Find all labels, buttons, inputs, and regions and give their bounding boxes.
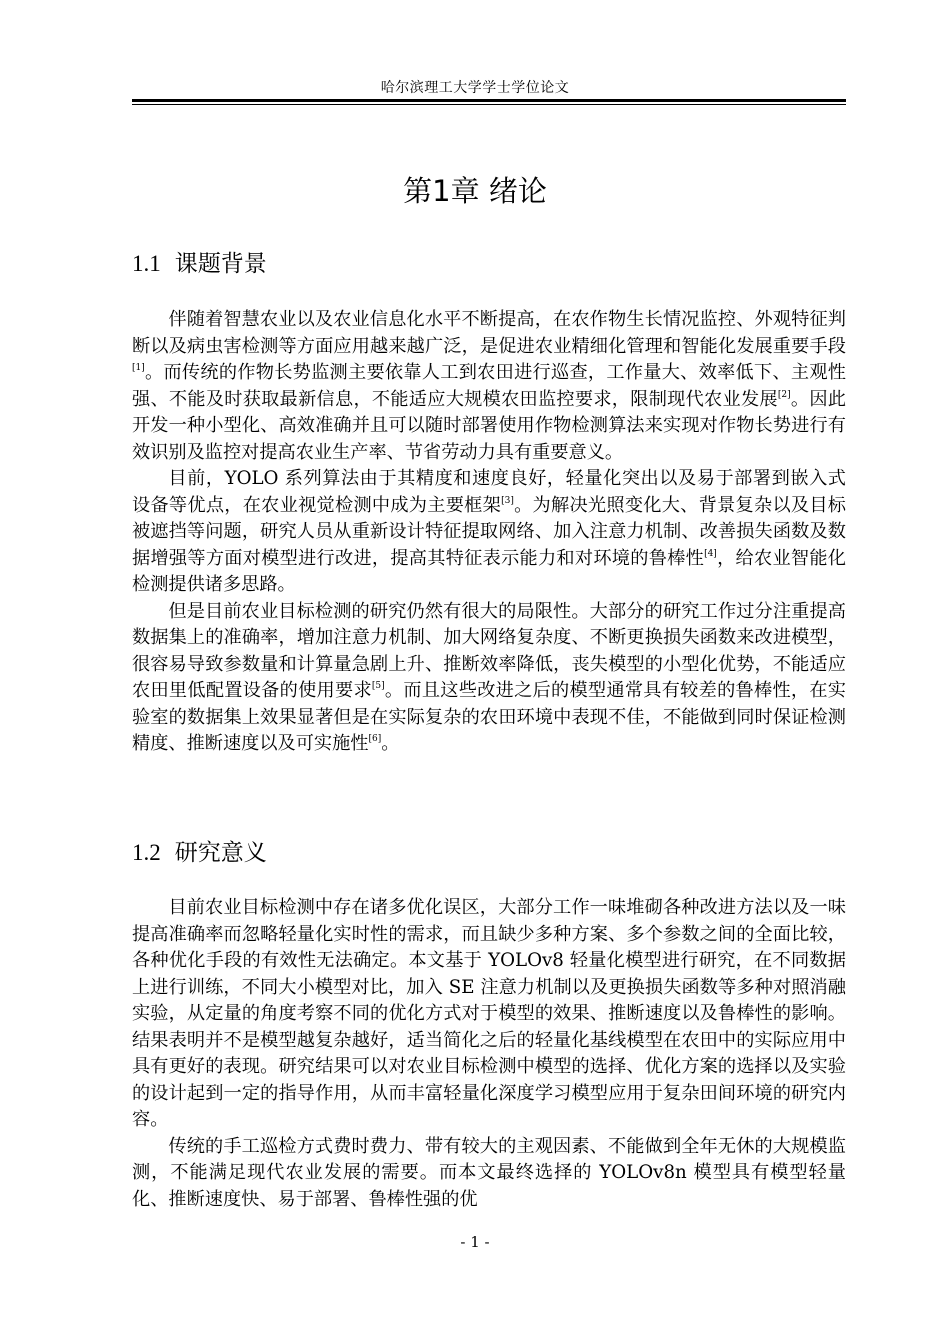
body-paragraph [132,1134,846,1214]
section-number: 1.1 [132,251,161,276]
section-number: 1.2 [132,840,161,865]
paragraph-text: 。而且这些改进之后的模型通常具有较差的鲁棒性，在实验室的数据集上效果显著但是在实际复杂的农田环境中表现不佳，不能做到同时保证检测精度、推断速度以及可实施性 [132,680,846,754]
paragraph-text: 。而传统的作物长势监测主要依靠人工到农田进行巡查，工作量大、效率低下、主观性强、不能及时获取最新信息，不能适应大规模农田监控要求，限制现代农业发展 [132,362,846,410]
section-body-1-2 [132,895,846,1213]
paragraph-text: 。因此开发一种小型化、高效准确并且可以随时部署使用作物检测算法来实现对作物长势进行有效识别及监控对提高农业生产率、节省劳动力具有重要意义。 [132,388,846,463]
running-header: 哈尔滨理工大学学士学位论文 [380,80,570,96]
section-body-1-1 [132,307,846,758]
citation-ref: [5] [371,681,385,691]
header-rule-thin [132,104,846,105]
paragraph-text: 但是目前农业目标检测的研究仍然有很大的局限性。大部分的研究工作过分注重提高数据集上的准确率，增加注意力机制、加大网络复杂度、不断更换损失函数来改进模型，很容易导致参数量和计算量急剧上升、推断效率降低，丧失模型的小型化优势，不能适应农田里低配置设备的使用要求 [132,600,846,701]
chapter-title: 第1章 绪论 [403,174,547,209]
paragraph-text: 目前农业目标检测中存在诸多优化误区，大部分工作一味堆砌各种改进方法以及一味提高准确率而忽略轻量化实时性的需求，而且缺少多种方案、多个参数之间的全面比较，各种优化手段的有效性无法确定。本文基于 YOLOv8 轻量化模型进行研究，在不同数据上进行训练，不同大小模型对比，加入 SE 注意力机制以及更换损失函数等多种对照消融实验，从定量的角度考察不同的优化方式对于模型的效果、推断速度以及鲁棒性的影响。结果表明并不是模型越复杂越好，适当简化之后的轻量化基线模型在农田中的实际应用中具有更好的表现。研究结果可以对农业目标检测中模型的选择、优化方案的选择以及实验的设计起到一定的指导作用，从而丰富轻量化深度学习模型应用于复杂田间环境的研究内容。 [132,897,846,1130]
header-rule-thick [132,99,846,102]
citation-ref: [3] [501,495,514,506]
citation-ref: [2] [777,389,791,400]
paragraph-text: 传统的手工巡检方式费时费力、带有较大的主观因素、不能做到全年无休的大规模监测，不能满足现代农业发展的需要。而本文最终选择的 YOLOv8n 模型具有模型轻量化、推断速度快、易于部署、鲁棒性强的优 [132,1135,846,1210]
section-title: 课题背景 [174,251,267,277]
body-paragraph [132,466,846,599]
body-paragraph [132,307,846,466]
body-paragraph [132,599,846,758]
paragraph-text: 目前，YOLO 系列算法由于其精度和速度良好，轻量化突出以及易于部署到嵌入式设备等优点，在农业视觉检测中成为主要框架 [132,468,846,516]
paragraph-text: ，给农业智能化检测提供诸多思路。 [132,547,846,595]
paragraph-text: 伴随着智慧农业以及农业信息化水平不断提高，在农作物生长情况监控、外观特征判断以及病虫害检测等方面应用越来越广泛，是促进农业精细化管理和智能化发展重要手段 [132,309,846,357]
citation-ref: [6] [368,734,382,744]
section-title: 研究意义 [174,840,267,866]
citation-ref: [1] [132,363,145,373]
paragraph-text: 。 [381,733,400,754]
body-paragraph [132,895,846,1134]
section-heading-1-1 [132,249,267,279]
citation-ref: [4] [704,548,717,559]
section-heading-1-2 [132,838,267,868]
paragraph-text: 。为解决光照变化大、背景复杂以及目标被遮挡等问题，研究人员从重新设计特征提取网络、加入注意力机制、改善损失函数及数据增强等方面对模型进行改进，提高其特征表示能力和对环境的鲁棒性 [132,494,846,569]
page-number: - 1 - [460,1233,490,1251]
